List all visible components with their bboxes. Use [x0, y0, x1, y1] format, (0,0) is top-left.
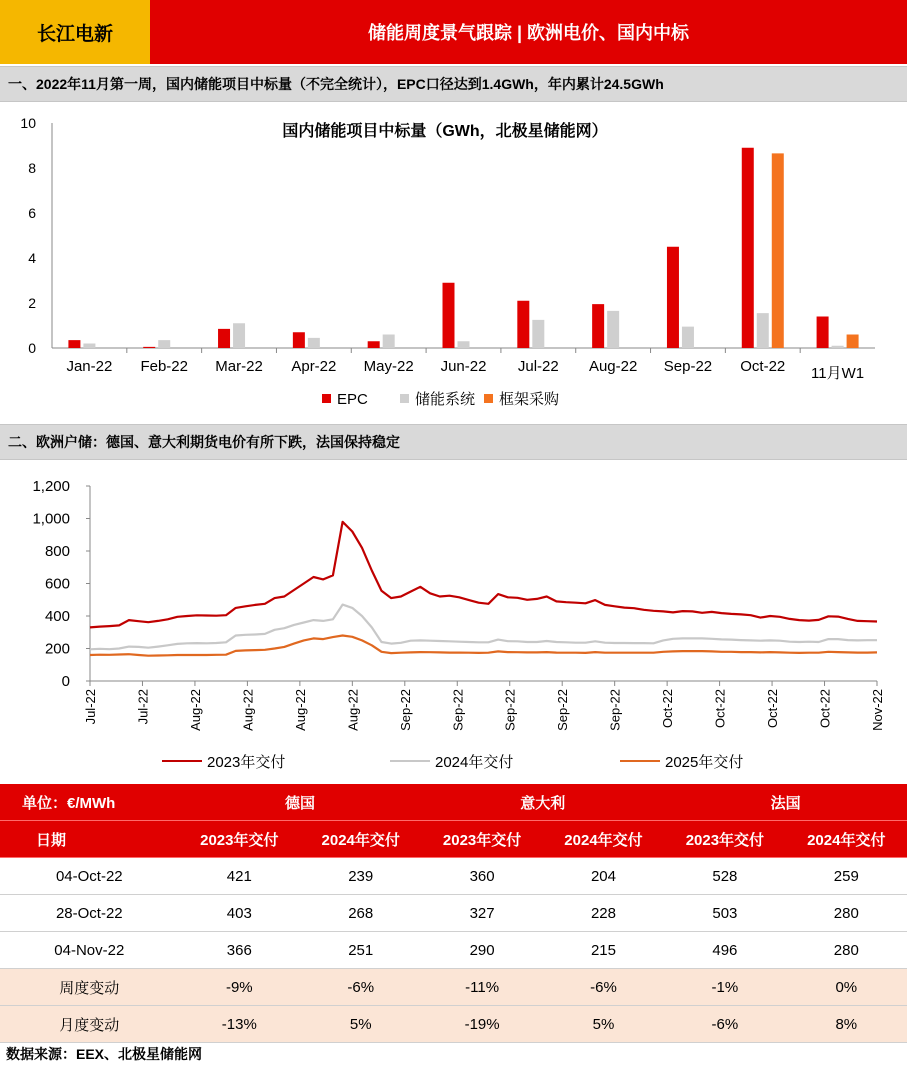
cell: 228: [543, 895, 664, 932]
cell: 366: [179, 932, 300, 969]
row-label: 月度变动: [0, 1006, 179, 1043]
y-tick-label: 600: [44, 575, 70, 593]
bar-EPC: [817, 317, 829, 349]
x-tick-label: Oct-22: [765, 689, 781, 729]
y-tick-label: 1,000: [32, 510, 70, 528]
y-tick-label: 0: [61, 673, 70, 690]
bar-储能系统: [308, 338, 320, 348]
cell: 204: [543, 858, 664, 895]
x-tick-label: Oct-22: [740, 358, 786, 375]
x-tick-label: Aug-22: [292, 689, 308, 731]
y-tick-label: 200: [44, 640, 70, 658]
x-tick-label: Jan-22: [66, 358, 113, 375]
brand-label: 长江电新: [0, 0, 150, 64]
page-title: 储能周度景气跟踪 | 欧洲电价、国内中标: [367, 23, 690, 43]
sub-header: 2024年交付: [300, 821, 421, 858]
x-tick-label: Jul-22: [135, 689, 151, 725]
x-tick-label: Nov-22: [870, 689, 885, 731]
sub-header: 2023年交付: [179, 821, 300, 858]
x-tick-label: Jul-22: [83, 689, 98, 725]
x-tick-label: Sep-22: [502, 689, 518, 731]
x-tick-label: Apr-22: [291, 358, 337, 375]
x-tick-label: May-22: [363, 358, 414, 375]
table-row-weekly-change: [0, 969, 907, 1006]
cell: 215: [543, 932, 664, 969]
section-heading-1: 一、2022年11月第一周，国内储能项目中标量（不完全统计），EPC口径达到1.4GWh，年内累计24.5GWh: [0, 66, 907, 102]
x-tick-label: Mar-22: [215, 358, 263, 375]
row-date: 04-Oct-22: [0, 858, 179, 895]
x-tick-label: 11月W1: [811, 365, 865, 382]
source-note: 数据来源：EEX、北极星储能网: [6, 1046, 203, 1062]
x-tick-label: Jun-22: [440, 358, 487, 375]
x-tick-label: Oct-22: [660, 689, 676, 729]
bar-储能系统: [607, 311, 619, 348]
bar-储能系统: [757, 313, 769, 348]
date-header: 日期: [0, 821, 179, 858]
bar-储能系统: [83, 344, 95, 349]
legend-label: 框架采购: [499, 391, 560, 408]
bar-储能系统: [158, 340, 170, 348]
y-tick-label: 800: [44, 543, 70, 560]
x-tick-label: Aug-22: [588, 358, 638, 375]
country-france: 法国: [664, 784, 907, 821]
section-heading-2: 二、欧洲户储：德国、意大利期货电价有所下跌，法国保持稳定: [0, 424, 907, 460]
cell: 327: [421, 895, 542, 932]
legend-swatch: [484, 394, 493, 403]
x-tick-label: Aug-22: [240, 689, 256, 731]
chart-title: 国内储能项目中标量（GWh，北极星储能网）: [282, 123, 608, 140]
series-line-2024年交付: [90, 605, 877, 650]
legend-label: EPC: [337, 391, 368, 408]
cell: 360: [421, 858, 542, 895]
sub-header: 2023年交付: [421, 821, 542, 858]
bar-EPC: [443, 283, 455, 348]
bar-EPC: [592, 304, 604, 348]
x-tick-label: Aug-22: [187, 689, 203, 731]
series-line-2025年交付: [90, 636, 877, 656]
cell: -6%: [664, 1006, 785, 1043]
cell: 496: [664, 932, 785, 969]
cell: 503: [664, 895, 785, 932]
x-tick-label: Aug-22: [345, 689, 361, 731]
bar-EPC: [68, 340, 80, 348]
x-tick-label: Oct-22: [712, 689, 728, 729]
cell: -9%: [179, 969, 300, 1006]
cell: 0%: [786, 969, 907, 1006]
cell: -13%: [179, 1006, 300, 1043]
bar-框架采购: [847, 335, 859, 349]
cell: 280: [786, 895, 907, 932]
table-row: [0, 858, 907, 895]
table-row: [0, 932, 907, 969]
cell: 403: [179, 895, 300, 932]
row-date: 04-Nov-22: [0, 932, 179, 969]
cell: -6%: [543, 969, 664, 1006]
cell: 290: [421, 932, 542, 969]
sub-header: 2024年交付: [786, 821, 907, 858]
bar-储能系统: [383, 335, 395, 349]
y-tick-label: 6: [28, 205, 36, 221]
bar-EPC: [667, 247, 679, 348]
x-tick-label: Sep-22: [450, 689, 466, 731]
x-tick-label: Sep-22: [555, 689, 571, 731]
unit-label: 单位：€/MWh: [0, 784, 179, 821]
bar-储能系统: [682, 327, 694, 348]
cell: 259: [786, 858, 907, 895]
y-tick-label: 2: [28, 295, 36, 311]
bar-chart: [0, 103, 907, 421]
cell: 421: [179, 858, 300, 895]
y-tick-label: 1,200: [32, 478, 70, 495]
cell: -19%: [421, 1006, 542, 1043]
sub-header: 2024年交付: [543, 821, 664, 858]
page-header: [0, 0, 907, 64]
bar-EPC: [218, 329, 230, 348]
x-tick-label: Jul-22: [517, 358, 559, 375]
legend-label: 2023年交付: [207, 754, 286, 771]
cell: 5%: [543, 1006, 664, 1043]
sub-header: 2023年交付: [664, 821, 785, 858]
table-header-delivery: [0, 821, 907, 858]
x-tick-label: Sep-22: [607, 689, 623, 731]
y-tick-label: 4: [28, 250, 36, 266]
y-tick-label: 0: [28, 340, 36, 356]
country-italy: 意大利: [421, 784, 664, 821]
bar-储能系统: [233, 323, 245, 348]
bar-EPC: [517, 301, 529, 348]
cell: 268: [300, 895, 421, 932]
bar-EPC: [368, 341, 380, 348]
row-label: 周度变动: [0, 969, 179, 1006]
table-row: [0, 895, 907, 932]
cell: 239: [300, 858, 421, 895]
bar-EPC: [143, 347, 155, 348]
x-tick-label: Sep-22: [397, 689, 413, 731]
bar-储能系统: [458, 341, 470, 348]
cell: -11%: [421, 969, 542, 1006]
series-line-2023年交付: [90, 522, 877, 628]
table-header-countries: [0, 784, 907, 821]
legend-label: 2024年交付: [435, 754, 514, 771]
bar-EPC: [742, 148, 754, 348]
y-tick-label: 10: [20, 115, 36, 131]
cell: 5%: [300, 1006, 421, 1043]
cell: 280: [786, 932, 907, 969]
price-table: [0, 784, 907, 1043]
cell: 8%: [786, 1006, 907, 1043]
cell: -1%: [664, 969, 785, 1006]
x-tick-label: Feb-22: [140, 358, 188, 375]
bar-EPC: [293, 332, 305, 348]
line-chart: [0, 462, 907, 780]
bar-框架采购: [772, 153, 784, 348]
cell: 251: [300, 932, 421, 969]
row-date: 28-Oct-22: [0, 895, 179, 932]
bar-储能系统: [532, 320, 544, 348]
x-tick-label: Sep-22: [663, 358, 713, 375]
cell: 528: [664, 858, 785, 895]
legend-swatch: [400, 394, 409, 403]
y-tick-label: 8: [28, 160, 36, 176]
legend-label: 储能系统: [415, 391, 476, 408]
legend-swatch: [322, 394, 331, 403]
y-tick-label: 400: [44, 608, 70, 625]
legend-label: 2025年交付: [665, 754, 744, 771]
cell: -6%: [300, 969, 421, 1006]
bar-储能系统: [832, 346, 844, 348]
country-germany: 德国: [179, 784, 422, 821]
table-row-monthly-change: [0, 1006, 907, 1043]
x-tick-label: Oct-22: [817, 689, 833, 729]
